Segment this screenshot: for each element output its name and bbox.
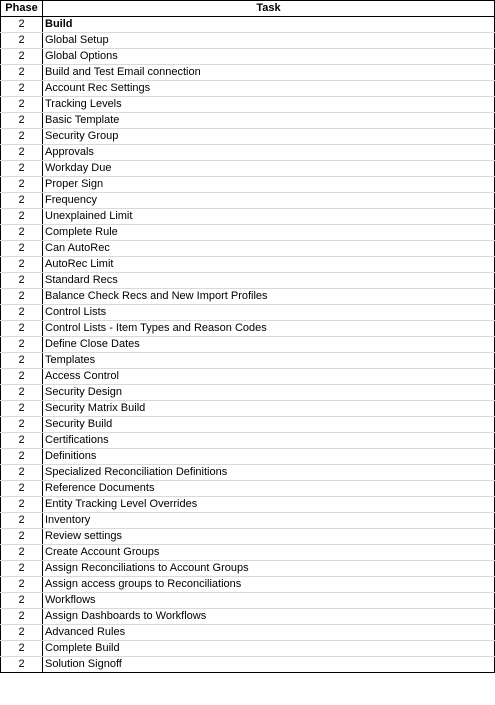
phase-cell[interactable]: 2 — [1, 353, 43, 369]
task-cell[interactable]: Build and Test Email connection — [43, 65, 495, 81]
task-cell[interactable]: AutoRec Limit — [43, 257, 495, 273]
phase-cell[interactable]: 2 — [1, 641, 43, 657]
task-cell[interactable]: Assign Dashboards to Workflows — [43, 609, 495, 625]
task-cell[interactable]: Tracking Levels — [43, 97, 495, 113]
phase-cell[interactable]: 2 — [1, 129, 43, 145]
table-row — [1, 273, 495, 289]
table-row — [1, 561, 495, 577]
table-row — [1, 161, 495, 177]
phase-cell[interactable]: 2 — [1, 273, 43, 289]
table-row — [1, 577, 495, 593]
task-cell[interactable]: Assign Reconciliations to Account Groups — [43, 561, 495, 577]
task-cell[interactable]: Global Options — [43, 49, 495, 65]
phase-cell[interactable]: 2 — [1, 449, 43, 465]
table-row — [1, 97, 495, 113]
table-row — [1, 465, 495, 481]
task-cell[interactable]: Workday Due — [43, 161, 495, 177]
table-row — [1, 113, 495, 129]
task-cell[interactable]: Security Group — [43, 129, 495, 145]
task-cell[interactable]: Assign access groups to Reconciliations — [43, 577, 495, 593]
phase-cell[interactable]: 2 — [1, 513, 43, 529]
table-row — [1, 449, 495, 465]
task-cell[interactable]: Certifications — [43, 433, 495, 449]
task-cell[interactable]: Account Rec Settings — [43, 81, 495, 97]
table-body — [1, 17, 495, 673]
phase-cell[interactable]: 2 — [1, 401, 43, 417]
phase-cell[interactable]: 2 — [1, 609, 43, 625]
phase-cell[interactable]: 2 — [1, 81, 43, 97]
task-cell[interactable]: Security Matrix Build — [43, 401, 495, 417]
phase-cell[interactable]: 2 — [1, 209, 43, 225]
phase-cell[interactable]: 2 — [1, 305, 43, 321]
task-cell[interactable]: Review settings — [43, 529, 495, 545]
table-row — [1, 369, 495, 385]
header-task[interactable]: Task — [43, 1, 495, 17]
task-cell[interactable]: Frequency — [43, 193, 495, 209]
table-row — [1, 305, 495, 321]
phase-cell[interactable]: 2 — [1, 65, 43, 81]
task-cell[interactable]: Inventory — [43, 513, 495, 529]
task-cell[interactable]: Approvals — [43, 145, 495, 161]
table-row — [1, 241, 495, 257]
table-row — [1, 337, 495, 353]
phase-cell[interactable]: 2 — [1, 17, 43, 33]
table-row — [1, 433, 495, 449]
table-row — [1, 33, 495, 49]
table-row — [1, 65, 495, 81]
phase-cell[interactable]: 2 — [1, 289, 43, 305]
table-row — [1, 49, 495, 65]
table-row — [1, 529, 495, 545]
task-cell[interactable]: Can AutoRec — [43, 241, 495, 257]
task-cell[interactable]: Control Lists - Item Types and Reason Codes — [43, 321, 495, 337]
table-row — [1, 497, 495, 513]
table-row — [1, 17, 495, 33]
table-row — [1, 225, 495, 241]
phase-cell[interactable]: 2 — [1, 113, 43, 129]
phase-cell[interactable]: 2 — [1, 49, 43, 65]
table-row — [1, 625, 495, 641]
phase-cell[interactable]: 2 — [1, 97, 43, 113]
table-row — [1, 401, 495, 417]
phase-cell[interactable]: 2 — [1, 577, 43, 593]
table-row — [1, 321, 495, 337]
task-cell[interactable]: Reference Documents — [43, 481, 495, 497]
phase-cell[interactable]: 2 — [1, 369, 43, 385]
phase-cell[interactable]: 2 — [1, 465, 43, 481]
task-cell[interactable]: Advanced Rules — [43, 625, 495, 641]
phase-cell[interactable]: 2 — [1, 433, 43, 449]
table-row — [1, 593, 495, 609]
table-row — [1, 289, 495, 305]
phase-cell[interactable]: 2 — [1, 145, 43, 161]
task-cell[interactable]: Proper Sign — [43, 177, 495, 193]
task-cell[interactable]: Access Control — [43, 369, 495, 385]
task-cell[interactable]: Unexplained Limit — [43, 209, 495, 225]
phase-cell[interactable]: 2 — [1, 561, 43, 577]
header-phase[interactable]: Phase — [1, 1, 43, 17]
table-row — [1, 609, 495, 625]
task-cell[interactable]: Security Design — [43, 385, 495, 401]
phase-cell[interactable]: 2 — [1, 225, 43, 241]
phase-cell[interactable]: 2 — [1, 657, 43, 673]
header-row — [1, 1, 495, 17]
phase-cell[interactable]: 2 — [1, 33, 43, 49]
table-row — [1, 145, 495, 161]
task-cell[interactable]: Complete Build — [43, 641, 495, 657]
task-cell[interactable]: Security Build — [43, 417, 495, 433]
phase-cell[interactable]: 2 — [1, 177, 43, 193]
phase-cell[interactable]: 2 — [1, 593, 43, 609]
table-row — [1, 257, 495, 273]
phase-cell[interactable]: 2 — [1, 241, 43, 257]
task-cell[interactable]: Templates — [43, 353, 495, 369]
table-row — [1, 385, 495, 401]
task-cell[interactable]: Workflows — [43, 593, 495, 609]
table-row — [1, 657, 495, 673]
task-cell[interactable]: Standard Recs — [43, 273, 495, 289]
table-row — [1, 209, 495, 225]
table-row — [1, 129, 495, 145]
phase-cell[interactable]: 2 — [1, 161, 43, 177]
phase-cell[interactable]: 2 — [1, 545, 43, 561]
task-cell[interactable]: Control Lists — [43, 305, 495, 321]
table-row — [1, 481, 495, 497]
table-row — [1, 193, 495, 209]
table-row — [1, 81, 495, 97]
task-cell[interactable]: Create Account Groups — [43, 545, 495, 561]
task-cell[interactable]: Definitions — [43, 449, 495, 465]
task-cell[interactable]: Define Close Dates — [43, 337, 495, 353]
phase-cell[interactable]: 2 — [1, 337, 43, 353]
phase-cell[interactable]: 2 — [1, 529, 43, 545]
phase-cell[interactable]: 2 — [1, 257, 43, 273]
table-row — [1, 513, 495, 529]
phase-cell[interactable]: 2 — [1, 625, 43, 641]
phase-cell[interactable]: 2 — [1, 193, 43, 209]
task-cell[interactable]: Solution Signoff — [43, 657, 495, 673]
phase-cell[interactable]: 2 — [1, 497, 43, 513]
task-cell[interactable]: Specialized Reconciliation Definitions — [43, 465, 495, 481]
task-cell[interactable]: Basic Template — [43, 113, 495, 129]
task-cell[interactable]: Entity Tracking Level Overrides — [43, 497, 495, 513]
task-cell[interactable]: Balance Check Recs and New Import Profiles — [43, 289, 495, 305]
task-cell[interactable]: Complete Rule — [43, 225, 495, 241]
table-row — [1, 177, 495, 193]
table-row — [1, 545, 495, 561]
phase-cell[interactable]: 2 — [1, 321, 43, 337]
table-row — [1, 417, 495, 433]
task-cell[interactable]: Global Setup — [43, 33, 495, 49]
phase-cell[interactable]: 2 — [1, 385, 43, 401]
table-row — [1, 641, 495, 657]
phase-cell[interactable]: 2 — [1, 481, 43, 497]
table-row — [1, 353, 495, 369]
phase-cell[interactable]: 2 — [1, 417, 43, 433]
task-cell[interactable]: Build — [43, 17, 495, 33]
